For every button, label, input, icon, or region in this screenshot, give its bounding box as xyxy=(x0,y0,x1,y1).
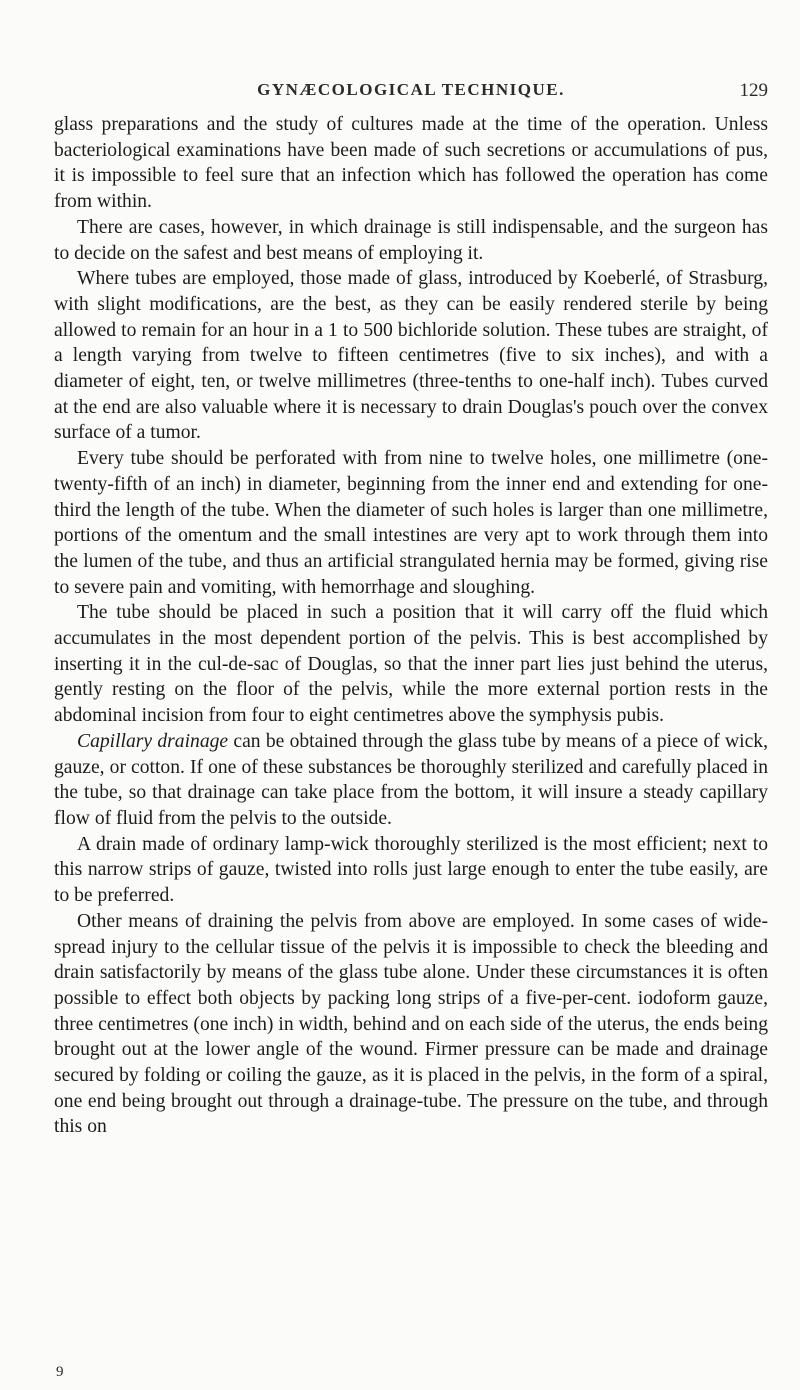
paragraph-text: Every tube should be perforated with from nine to twelve holes, one millimetre (one-twenty-fifth of an inch) in diameter, beginning from the inner end and extending for one-third the length of the tube. When the diameter of such holes is larger than one millimetre, portions of the omentum and the small intestines are very apt to work through them into the lumen of the tube, and thus an artificial strangulated hernia may be formed, giving rise to severe pain and vomiting, with hemorrhage and sloughing. xyxy=(54,448,768,598)
paragraph-text: can be obtained through the glass tube by means of a piece of wick, gauze, or cotton. If one of these substances be thoroughly sterilized and carefully placed in the tube, so that drainage can take place from the bottom, it will insure a steady capillary flow of fluid from the pelvis to the outside. xyxy=(54,730,768,829)
paragraph-italic-lead: Capillary drainage xyxy=(77,730,229,752)
paragraph-text: A drain made of ordinary lamp-wick thoroughly sterilized is the most efficient; next to this narrow strips of gauze, twisted into rolls just large enough to enter the tube easily, are to be preferred. xyxy=(54,833,768,907)
body-text xyxy=(54,112,768,1140)
paragraph-5 xyxy=(54,600,768,729)
paragraph-8 xyxy=(54,909,768,1140)
signature-mark: 9 xyxy=(56,1364,64,1380)
paragraph-text: The tube should be placed in such a position that it will carry off the fluid which accumulates in the most dependent portion of the pelvis. This is best accomplished by inserting it in the cul-de-sac of Douglas, so that the inner part lies just behind the uterus, gently resting on the floor of the pelvis, while the more external portion rests in the abdominal incision from four to eight centimetres above the symphysis pubis. xyxy=(54,602,768,727)
paragraph-text: Where tubes are employed, those made of glass, introduced by Koeberlé, of Strasburg, with slight modifications, are the best, as they can be easily rendered sterile by being allowed to remain for an hour in a 1 to 500 bichloride solution. These tubes are straight, of a length varying from twelve to fifteen centimetres (five to six inches), and with a diameter of eight, ten, or twelve millimetres (three-tenths to one-half inch). Tubes curved at the end are also valuable where it is necessary to drain Douglas's pouch over the convex surface of a tumor. xyxy=(54,268,768,444)
paragraph-7 xyxy=(54,832,768,909)
paragraph-3 xyxy=(54,266,768,446)
paragraph-4 xyxy=(54,446,768,600)
running-head xyxy=(54,80,768,104)
paragraph-text: Other means of draining the pelvis from above are employed. In some cases of wide-spread injury to the cellular tissue of the pelvis it is impossible to check the bleeding and drain satisfactorily by means of the glass tube alone. Under these circumstances it is often possible to effect both objects by packing long strips of a five-per-cent. iodoform gauze, three centimetres (one inch) in width, behind and on each side of the uterus, the ends being brought out at the lower angle of the wound. Firmer pressure can be made and drainage secured by folding or coiling the gauze, as it is placed in the pelvis, in the form of a spiral, one end being brought out through a drainage-tube. The pressure on the tube, and through this on xyxy=(54,910,768,1138)
paragraph-1 xyxy=(54,112,768,215)
paragraph-6 xyxy=(54,729,768,832)
paragraph-text: There are cases, however, in which drainage is still indispensable, and the surgeon has to decide on the safest and best means of employing it. xyxy=(54,216,768,264)
page-number: 129 xyxy=(739,80,768,101)
running-title: GYNÆCOLOGICAL TECHNIQUE. xyxy=(257,80,565,99)
paragraph-2 xyxy=(54,215,768,266)
paragraph-text: glass preparations and the study of cultures made at the time of the operation. Unless bacteriological examinations have been made of such secretions or accumulations of pus, it is impossible to feel sure that an infection which has followed the operation has come from within. xyxy=(54,114,768,213)
